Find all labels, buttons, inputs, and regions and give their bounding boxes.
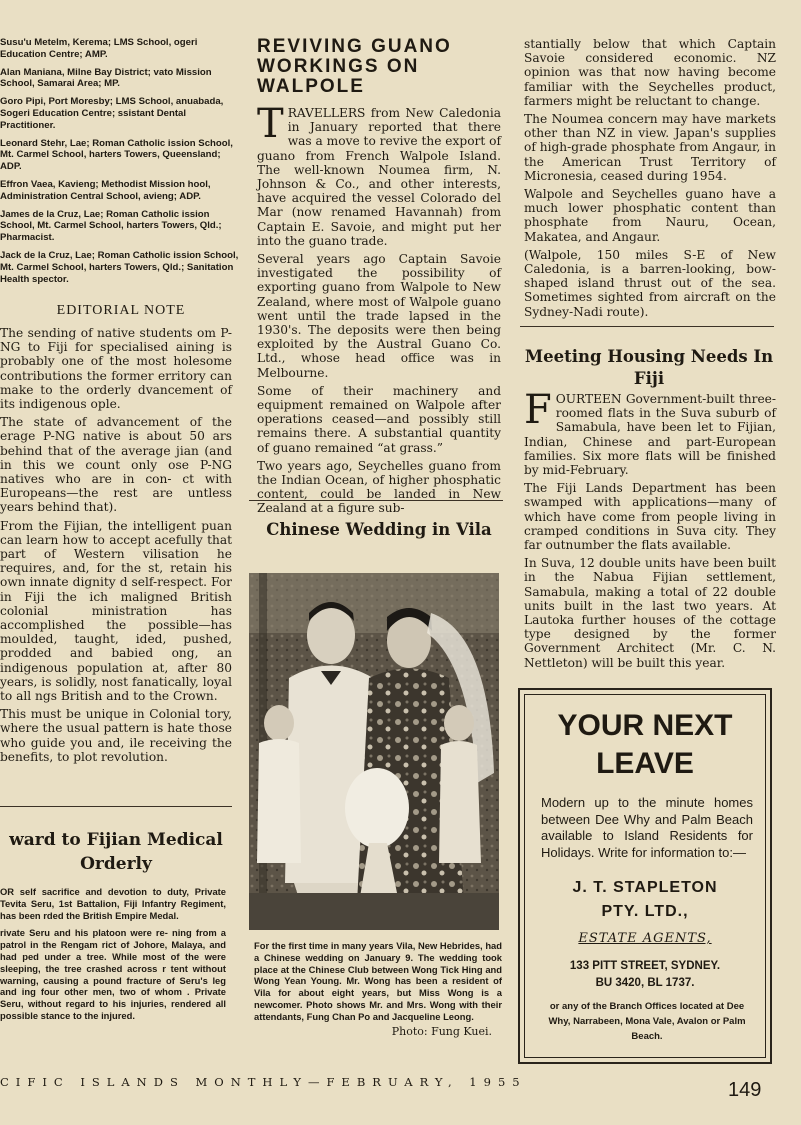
award-body <box>0 886 226 1022</box>
paragraph: (Walpole, 150 miles S-E of New Caledonia, is a barren-looking, bow-shaped island thrust out of the sea. Sometimes sighted from aircraft on the Sydney-Nadi route). <box>524 247 776 319</box>
paragraph: The Fiji Lands Department has been swamped with applications—many of which have come from people living in cramped conditions in Suva city. They far outnumber the flats available. <box>524 481 776 553</box>
wedding-photo <box>249 573 499 930</box>
ad-company-2: PTY. LTD., <box>601 903 689 920</box>
stapleton-advertisement <box>518 688 772 1064</box>
divider <box>0 806 232 807</box>
paragraph: Some of their machinery and equipment remained on Walpole after operations ceased—and possibly still remains there. A substantial quantity of guano remained “at grass.” <box>257 383 501 455</box>
ad-body: Modern up to the minute homes between Dee Why and Palm Beach available to Island Residents for Holidays. Write for information to:— <box>541 795 753 860</box>
divider <box>249 500 503 501</box>
ad-border <box>524 694 766 1058</box>
paragraph: OR self sacrifice and devotion to duty, Private Tevita Seru, 1st Battalion, Fiji Infantry Regiment, has been rded the British Empire Medal. <box>0 886 226 921</box>
student-entry: Leonard Stehr, Lae; Roman Catholic ission School, Mt. Carmel School, harters Towers, Queensland; ADP. <box>0 137 233 173</box>
student-entry: Jack de la Cruz, Lae; Roman Catholic ission School, Mt. Carmel School, harters Towers, Qld.; Sanitation Health spector. <box>0 249 239 285</box>
paragraph: The state of advancement of the erage P-NG native is about 50 ars behind that of the average jian (and in this we count only ose P-NG natives who are in con- ct with Europeans—the rest are untless years behind that). <box>0 415 232 515</box>
editorial-heading: EDITORIAL NOTE <box>56 303 186 318</box>
ad-address: 133 PITT STREET, SYDNEY. <box>569 960 721 972</box>
student-entry: Effron Vaea, Kavieng; Methodist Mission hool, Administration Central School, avieng; ADP. <box>0 178 211 202</box>
paragraph: In Suva, 12 double units have been built in the Nabua Fijian settlement, Samabula, making a total of 22 double units built in the last two years. At Lautoka further houses of the cottage type designed by the former Government Architect (Mr. C. N. Nettleton) will be built this year. <box>524 556 776 670</box>
drop-cap: F <box>524 387 552 433</box>
paragraph: stantially below that which Captain Savoie considered economic. NZ opinion was that now having become familiar with the Seychelles product, farmers might be reluctant to change. <box>524 37 776 108</box>
guano-headline: REVIVING GUANO WORKINGS ON WALPOLE <box>257 36 452 97</box>
ad-company-1: J. T. STAPLETON <box>572 879 718 896</box>
student-entry: James de la Cruz, Lae; Roman Catholic ission School, Mt. Carmel School, harters Towers, Qld.; Pharmacist. <box>0 208 222 244</box>
paragraph: Walpole and Seychelles guano have a much lower phosphatic content than phosphate from Nauru, Ocean, Makatea, and Angaur. <box>524 187 776 244</box>
paragraph: OURTEEN Government-built three-roomed flats in the Suva suburb of Samabula, have been let to Fijian, Indian, Chinese and part-European families. Six more flats will be finished by mid-February. <box>524 392 776 478</box>
page-footer: CIFIC ISLANDS MONTHLY—FEBRUARY, 1955 <box>0 1075 527 1089</box>
wedding-photo-image <box>249 573 499 930</box>
ad-agents: ESTATE AGENTS, <box>578 931 712 946</box>
wedding-heading: Chinese Wedding in Vila <box>266 520 492 539</box>
paragraph: rivate Seru and his platoon were re- ning from a patrol in the Rengam rict of Johore, Malaya, and had ped under a tree. While most of the were sleeping, the tree crashed across r tent without warning, causing a pound fracture of Seru's leg and ing four other men, two of whom . Private Seru, without regard to his injuries, rendered all possible stance to the injured. <box>0 927 226 1021</box>
paragraph: The Noumea concern may have markets other than NZ in view. Japan's supplies of high-grade phosphate from Angaur, in the American Trust Territory of Micronesia, ceased during 1954. <box>524 112 776 183</box>
page-number: 149 <box>728 1079 762 1101</box>
editorial-body <box>0 326 232 768</box>
divider <box>520 326 774 327</box>
photo-caption: For the first time in many years Vila, New Hebrides, had a Chinese wedding on January 9. The wedding took place at the Chinese Club between Wong Tick Hing and Wong Yean Young. Mr. Wong has been a resident of Vila for about eight years, but Miss Wong is a newcomer. Photo shows Mr. and Mrs. Wong with their attendants, Fung Chan Po and Jacqueline Leong. Photo: Fung Kuei. <box>254 940 502 1038</box>
ad-branches: or any of the Branch Offices located at Dee Why, Narrabeen, Mona Vale, Avalon or Palm Beach. <box>548 1001 746 1042</box>
paragraph: This must be unique in Colonial tory, where the usual pattern is hate those who guide you and, ile receiving the benefits, to plot revolution. <box>0 707 232 764</box>
ad-line-2: LEAVE <box>596 747 694 780</box>
guano-article <box>257 101 501 520</box>
paragraph: From the Fijian, the intelligent puan can learn how to accept acefully that part of Western vilisation he requires, and, for the st, retain his own innate dignity d self-respect. For in Fiji the ich maligned British colonial ministration has accomplished the possible—has moulded, taught, ided, pushed, prodded and babied ong, an indigenous population at, after 80 years, is solidly, nost fanatically, loyal to all ngs British and to the Crown. <box>0 518 232 704</box>
ad-line-1: YOUR NEXT <box>557 709 733 742</box>
paragraph: Several years ago Captain Savoie investigated the possibility of exporting guano from Walpole to New Zealand, where most of Walpole guano went until the trade lapsed in the 1930's. The deposits were then being exploited by the Austral Guano Co. Ltd., whose head office was in Melbourne. <box>257 252 501 380</box>
student-entry: Alan Maniana, Milne Bay District; vato Mission School, Samarai Area; MP. <box>0 66 212 90</box>
student-entry: Susu'u Metelm, Kerema; LMS School, ogeri Education Centre; AMP. <box>0 37 198 60</box>
paragraph: RAVELLERS from New Caledonia in January reported that there was a move to revive the export of guano from French Walpole Island. The well-known Noumea firm, N. Johnson & Co., and other interests, have acquired the vessel Colorado del Mar (now renamed Havannah) from Captain E. Savoie, and might put her into the guano trade. <box>257 106 501 248</box>
guano-article-continued <box>524 37 776 323</box>
housing-heading: Meeting Housing Needs In Fiji <box>524 347 774 388</box>
student-list <box>0 37 240 291</box>
award-heading: ward to Fijian Medical Orderly <box>9 830 223 874</box>
paragraph: The sending of native students om P-NG to Fiji for specialised aining is probably one of the most holesome contributions the former erritory can make to the orderly dvancement of its indigenous ople. <box>0 326 232 412</box>
housing-article <box>524 387 776 674</box>
drop-cap: T <box>257 101 284 147</box>
paragraph: Two years ago, Seychelles guano from the Indian Ocean, of higher phosphatic content, could be landed in New Zealand at a figure sub- <box>257 458 501 516</box>
ad-phone: BU 3420, BL 1737. <box>595 977 695 989</box>
photo-credit: Photo: Fung Kuei. <box>391 1024 492 1038</box>
student-entry: Goro Pipi, Port Moresby; LMS School, anuabada, Sogeri Education Centre; ssistant Dental Practitioner. <box>0 96 224 131</box>
